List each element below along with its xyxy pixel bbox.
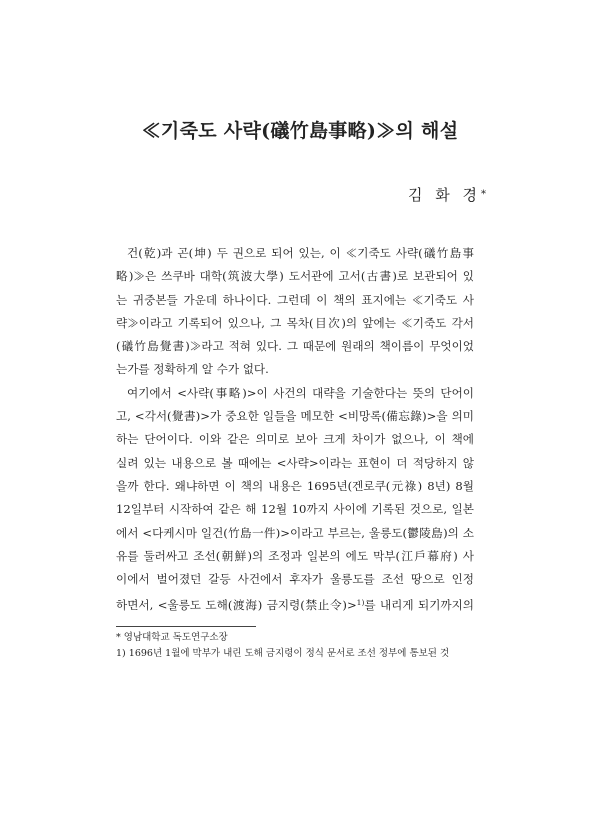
footnote-divider <box>116 626 256 627</box>
text-line: 는가를 정확하게 알 수가 없다. <box>116 362 269 377</box>
text-line: 이에서 벌어졌던 갈등 사건에서 후자가 울릉도를 조선 땅으로 인정 <box>116 572 474 587</box>
article-title: ≪기죽도 사략(礒竹島事略)≫의 해설 <box>141 120 459 142</box>
body-text <box>116 242 474 615</box>
footnote-1: 1) 1696년 1월에 막부가 내린 도해 금지령이 정식 문서로 조선 정부에 통보된 것 <box>116 648 450 659</box>
text-line: (礒竹島覺書)≫라고 적혀 있다. 그 때문에 원래의 책이름이 무엇이었 <box>116 339 474 354</box>
text-line-with-footnote <box>116 591 474 614</box>
footnote-affiliation: * 영남대학교 독도연구소장 <box>116 632 228 643</box>
text-line: 실려 있는 내용으로 볼 때에는 <사략>이라는 표현이 더 적당하지 않 <box>116 455 474 470</box>
text-line: 고, <각서(覺書)>가 중요한 일들을 메모한 <비망록(備忘錄)>을 의미 <box>116 409 474 424</box>
text-line: 건(乾)과 곤(坤) 두 권으로 되어 있는, 이 ≪기죽도 사략(礒竹島事 <box>127 246 474 260</box>
footnotes <box>116 630 486 662</box>
text-line: 略)≫은 쓰쿠바 대학(筑波大學) 도서관에 고서(古書)로 보관되어 있 <box>116 269 474 284</box>
text-line: 는 귀중본들 가운데 하나이다. 그런데 이 책의 표지에는 ≪기죽도 사 <box>116 292 474 307</box>
author-name-text: 김 화 경 <box>407 186 481 204</box>
text-line: 을까 한다. 왜냐하면 이 책의 내용은 1695년(겐로쿠(元祿) 8년) 8월 <box>116 478 474 493</box>
author-name <box>408 184 486 205</box>
text-line: 여기에서 <사략(事略)>이 사건의 대략을 기술한다는 뜻의 단어이 <box>127 385 474 400</box>
text-line: 12일부터 시작하여 같은 해 12월 10까지 사이에 기록된 것으로, 일본 <box>116 502 474 517</box>
text-line: 략≫이라고 기록되어 있으나, 그 목차(目次)의 앞에는 ≪기죽도 각서 <box>116 315 474 330</box>
text-line: 유를 둘러싸고 조선(朝鮮)의 조정과 일본의 에도 막부(江戶幕府) 사 <box>116 548 474 563</box>
footnote-ref: 1) <box>356 598 365 608</box>
text-line: 에서 <다케시마 일건(竹島一件)>이라고 부르는, 울릉도(鬱陵島)의 소 <box>116 525 474 540</box>
text-segment: 를 내리게 되기까지의 <box>364 598 474 613</box>
text-line: 하는 단어이다. 이와 같은 의미로 보아 크게 차이가 없으나, 이 책에 <box>116 432 474 447</box>
author-footnote-mark: * <box>481 189 486 200</box>
text-segment: 하면서, <울릉도 도해(渡海) 금지령(禁止令)> <box>116 598 357 613</box>
